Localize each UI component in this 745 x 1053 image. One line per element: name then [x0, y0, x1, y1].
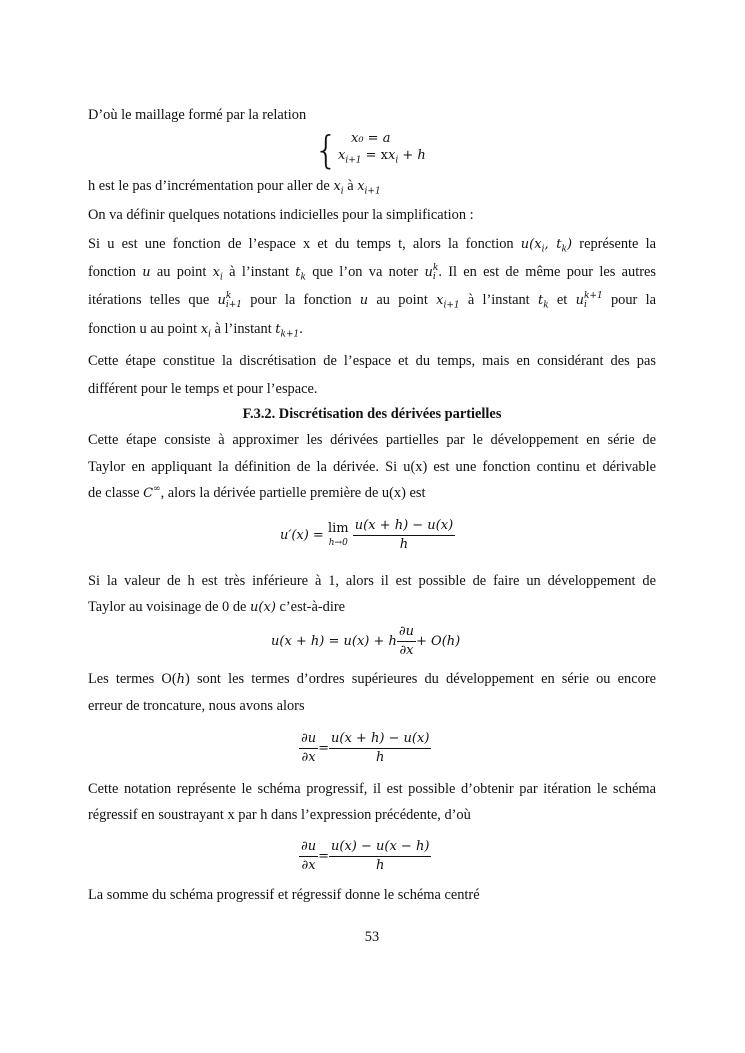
equation-backward-scheme: $\frac{\partial u}{\partial x}$ = $\frac{u(x) - u(x - h)}{h}$ — [301, 839, 430, 873]
text-line: fonction u au point $x_i$ à l’instant $t_k$ que l’on va noter u k i . Il en est de même pour les autres — [88, 262, 656, 283]
text-line: Cette notation représente le schéma progressif, il est possible d’obtenir par itération le schéma — [88, 781, 656, 797]
text-line: Taylor au voisinage de 0 de u(x) c’est-à-dire — [88, 599, 346, 615]
page-number: 53 — [364, 929, 380, 945]
text-line: itérations telles que u k i+1 pour la fonction u au point $x_{i+1}$ à l’instant $t_k$ et u k+1 i pour la — [88, 290, 656, 311]
equation-derivative-definition: u′(x) = lim h→0 $\frac{u(x + h) - u(x)}{h}$ — [280, 518, 454, 552]
text-line: h est le pas d’incrémentation pour aller de $x_i$ à $x_{i+1}$ — [88, 178, 381, 197]
text-line: Si u est une fonction de l’espace x et du temps t, alors la fonction $u(x_i$, $t_k$) représente la — [88, 236, 656, 255]
left-brace: { — [314, 128, 339, 172]
text-line: D’où le maillage formé par la relation — [88, 107, 307, 123]
equation-recurrence: $x_{i+1} = xx_i + h$ — [338, 148, 426, 166]
equation-x0: x₀ = a — [351, 131, 391, 146]
text-line: On va définir quelques notations indicielles pour la simplification : — [88, 207, 474, 223]
text-line: Les termes O(h) sont les termes d’ordres supérieures du développement en série ou encore — [88, 671, 656, 687]
text-line: erreur de troncature, nous avons alors — [88, 698, 305, 714]
text-line: régressif en soustrayant x par h dans l’expression précédente, d’où — [88, 807, 471, 823]
text-line: Cette étape constitue la discrétisation de l’espace et du temps, mais en considérant des pas — [88, 353, 656, 369]
document-page — [88, 0, 656, 1053]
text-line: Cette étape consiste à approximer les dérivées partielles par le développement en série de — [88, 432, 656, 448]
equation-forward-scheme: $\frac{\partial u}{\partial x}$ = $\frac{u(x + h) - u(x)}{h}$ — [301, 731, 430, 765]
text-line: Si la valeur de h est très inférieure à 1, alors il est possible de faire un développement de — [88, 573, 656, 589]
text-line: fonction u au point $x_i$ à l’instant $t_{k+1}$. — [88, 321, 303, 340]
section-heading: F.3.2. Discrétisation des dérivées partielles — [242, 406, 502, 422]
text-line: différent pour le temps et pour l’espace. — [88, 381, 318, 397]
equation-taylor: u(x + h) = u(x) + h $\frac{\partial u}{\partial x}$ + O(h) — [271, 624, 461, 658]
text-line: La somme du schéma progressif et régressif donne le schéma centré — [88, 887, 480, 903]
text-line: de classe C∞, alors la dérivée partielle première de u(x) est — [88, 483, 426, 501]
text-line: Taylor en appliquant la définition de la dérivée. Si u(x) est une fonction continu et dérivable — [88, 459, 656, 475]
